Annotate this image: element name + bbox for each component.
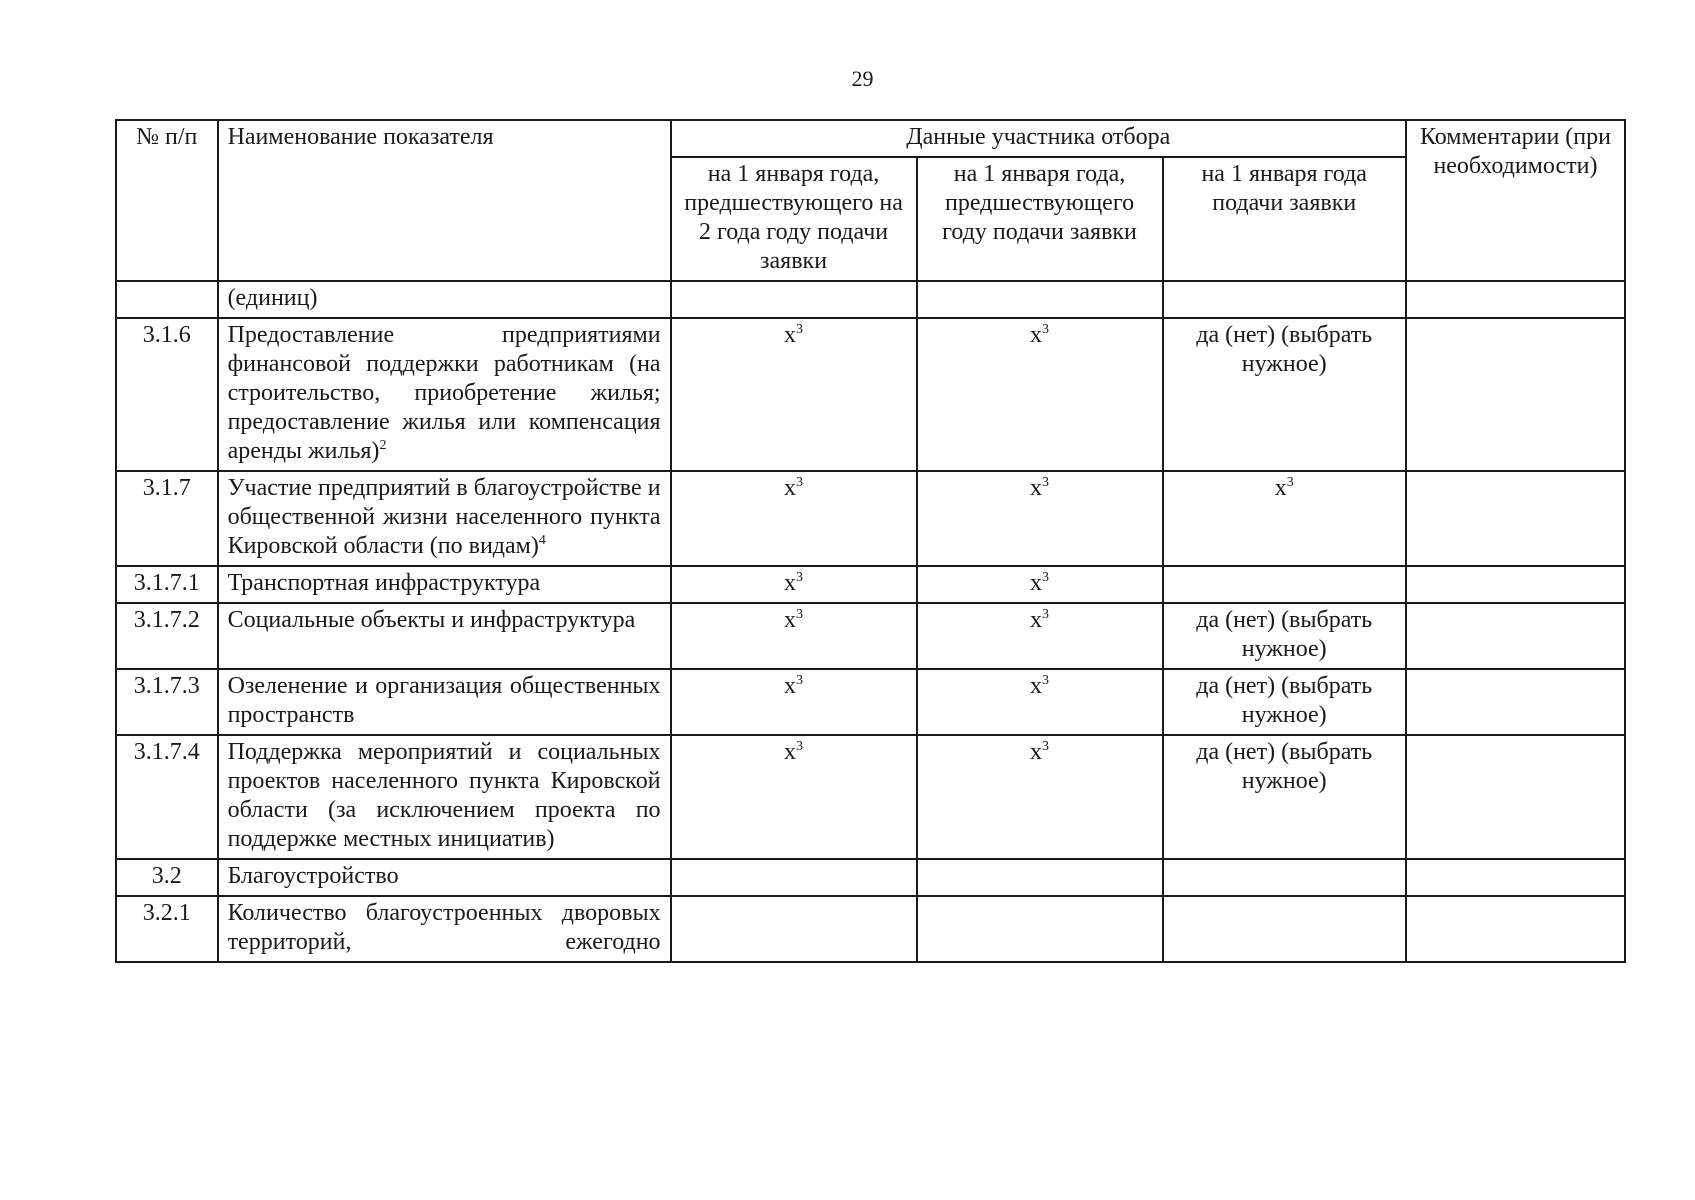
row-value-col3 xyxy=(1163,566,1406,603)
row-indicator-name: Благоустройство xyxy=(218,859,671,896)
row-value-col1: $х^3$ xyxy=(671,318,917,471)
row-number: 3.1.7 xyxy=(116,471,218,566)
row-value-col3 xyxy=(1163,859,1406,896)
row-value-col1 xyxy=(671,281,917,318)
header-col-year-before: на 1 января года, предшествующего году подачи заявки xyxy=(917,157,1163,281)
header-participant-data: Данные участника отбора xyxy=(671,120,1406,157)
indicator-table xyxy=(115,119,1626,963)
row-number: 3.2 xyxy=(116,859,218,896)
row-number: 3.2.1 xyxy=(116,896,218,962)
row-value-col3: $х^3$ xyxy=(1163,471,1406,566)
page-number: 29 xyxy=(851,66,874,91)
table-row xyxy=(116,735,1625,859)
row-value-col2 xyxy=(917,281,1163,318)
row-comment xyxy=(1406,566,1625,603)
row-comment xyxy=(1406,318,1625,471)
table-row xyxy=(116,859,1625,896)
row-value-col2: $х^3$ xyxy=(917,735,1163,859)
row-comment xyxy=(1406,471,1625,566)
row-value-col2 xyxy=(917,859,1163,896)
row-indicator-name: Социальные объекты и инфраструктура xyxy=(218,603,671,669)
row-number xyxy=(116,281,218,318)
row-value-col3: да (нет) (выбрать нужное) xyxy=(1163,669,1406,735)
table-row xyxy=(116,669,1625,735)
row-indicator-name: Транспортная инфраструктура xyxy=(218,566,671,603)
row-number: 3.1.6 xyxy=(116,318,218,471)
row-comment xyxy=(1406,735,1625,859)
row-value-col1: $х^3$ xyxy=(671,566,917,603)
row-value-col3 xyxy=(1163,281,1406,318)
table-row xyxy=(116,471,1625,566)
row-value-col3 xyxy=(1163,896,1406,962)
row-indicator-name: (единиц) xyxy=(218,281,671,318)
row-indicator-name: Участие предприятий в благоустройстве и общественной жизни населенного пункта Кировской области (по видам)$^4$ xyxy=(218,471,671,566)
table-row xyxy=(116,566,1625,603)
table-header-row xyxy=(116,120,1625,157)
row-indicator-name: Предоставление предприятиями финансовой поддержки работникам (на строительство, приобретение жилья; предоставление жилья или компенсация аренды жилья)$^2$ xyxy=(218,318,671,471)
row-indicator-name: Количество благоустроенных дворовых территорий, ежегодно xyxy=(218,896,671,962)
row-comment xyxy=(1406,859,1625,896)
table-row xyxy=(116,603,1625,669)
row-number: 3.1.7.2 xyxy=(116,603,218,669)
table-row xyxy=(116,896,1625,962)
table-row xyxy=(116,318,1625,471)
row-value-col2: $х^3$ xyxy=(917,318,1163,471)
row-value-col2 xyxy=(917,896,1163,962)
row-indicator-name: Поддержка мероприятий и социальных проектов населенного пункта Кировской области (за исключением проекта по поддержке местных инициатив) xyxy=(218,735,671,859)
header-indicator-name: Наименование показателя xyxy=(218,120,671,281)
row-value-col1: $х^3$ xyxy=(671,471,917,566)
row-value-col2: $х^3$ xyxy=(917,603,1163,669)
row-number: 3.1.7.1 xyxy=(116,566,218,603)
row-value-col1: $х^3$ xyxy=(671,735,917,859)
table-row xyxy=(116,281,1625,318)
row-number: 3.1.7.4 xyxy=(116,735,218,859)
header-col-application-year: на 1 января года подачи заявки xyxy=(1163,157,1406,281)
row-value-col3: да (нет) (выбрать нужное) xyxy=(1163,735,1406,859)
row-value-col3: да (нет) (выбрать нужное) xyxy=(1163,603,1406,669)
header-comments: Комментарии (при необходимости) xyxy=(1406,120,1625,281)
row-comment xyxy=(1406,896,1625,962)
row-indicator-name: Озеленение и организация общественных пространств xyxy=(218,669,671,735)
row-comment xyxy=(1406,669,1625,735)
row-value-col2: $х^3$ xyxy=(917,669,1163,735)
row-value-col1 xyxy=(671,896,917,962)
row-value-col2: $х^3$ xyxy=(917,471,1163,566)
row-value-col2: $х^3$ xyxy=(917,566,1163,603)
row-number: 3.1.7.3 xyxy=(116,669,218,735)
row-value-col1 xyxy=(671,859,917,896)
footnote-ref: 4 xyxy=(538,533,546,548)
header-col-two-years-before: на 1 января года, предшествующего на 2 года году подачи заявки xyxy=(671,157,917,281)
row-value-col3: да (нет) (выбрать нужное) xyxy=(1163,318,1406,471)
row-value-col1: $х^3$ xyxy=(671,669,917,735)
footnote-ref: 2 xyxy=(379,438,387,453)
row-comment xyxy=(1406,281,1625,318)
row-comment xyxy=(1406,603,1625,669)
header-number: № п/п xyxy=(116,120,218,281)
row-value-col1: $х^3$ xyxy=(671,603,917,669)
